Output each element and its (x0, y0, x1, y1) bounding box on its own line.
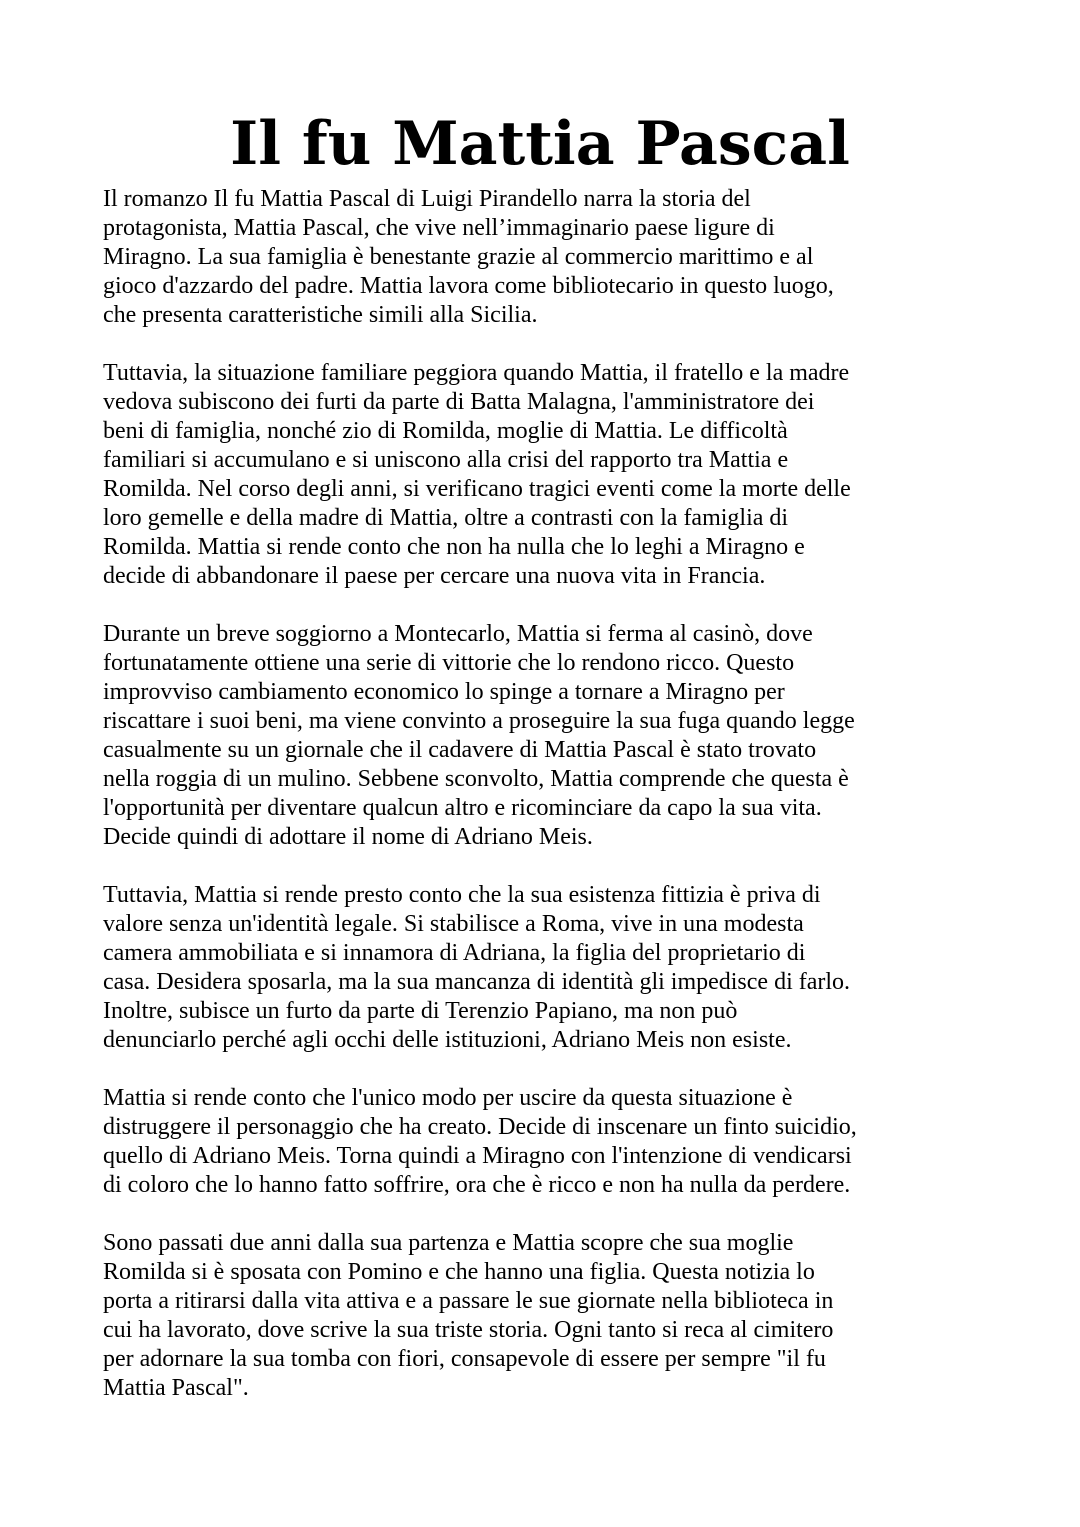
text-line: Inoltre, subisce un furto da parte di Terenzio Papiano, ma non può (103, 998, 738, 1024)
document-title: Il fu Mattia Pascal (230, 109, 850, 179)
text-line: fortunatamente ottiene una serie di vittorie che lo rendono ricco. Questo (103, 650, 795, 676)
text-line: porta a ritirarsi dalla vita attiva e a passare le sue giornate nella biblioteca in (103, 1288, 834, 1314)
text-line: distruggere il personaggio che ha creato. Decide di inscenare un finto suicidio, (103, 1114, 857, 1140)
text-line: di coloro che lo hanno fatto soffrire, ora che è ricco e non ha nulla da perdere. (103, 1172, 851, 1198)
paragraph-5 (103, 1084, 988, 1200)
text-line: protagonista, Mattia Pascal, che vive nell’immaginario paese ligure di (103, 215, 775, 241)
text-line: Il romanzo Il fu Mattia Pascal di Luigi Pirandello narra la storia del (103, 186, 751, 212)
text-line: casa. Desidera sposarla, ma la sua mancanza di identità gli impedisce di farlo. (103, 969, 851, 995)
text-line: Romilda si è sposata con Pomino e che hanno una figlia. Questa notizia lo (103, 1259, 815, 1285)
text-line: gioco d'azzardo del padre. Mattia lavora come bibliotecario in questo luogo, (103, 273, 834, 299)
text-line: Romilda. Nel corso degli anni, si verificano tragici eventi come la morte delle (103, 476, 851, 502)
text-line: decide di abbandonare il paese per cercare una nuova vita in Francia. (103, 563, 766, 589)
text-line: denunciarlo perché agli occhi delle istituzioni, Adriano Meis non esiste. (103, 1027, 792, 1053)
text-line: camera ammobiliata e si innamora di Adriana, la figlia del proprietario di (103, 940, 806, 966)
text-line: loro gemelle e della madre di Mattia, oltre a contrasti con la famiglia di (103, 505, 789, 531)
text-line: Romilda. Mattia si rende conto che non ha nulla che lo leghi a Miragno e (103, 534, 805, 560)
text-line: vedova subiscono dei furti da parte di Batta Malagna, l'amministratore dei (103, 389, 815, 415)
paragraph-4 (103, 881, 988, 1055)
text-line: per adornare la sua tomba con fiori, consapevole di essere per sempre "il fu (103, 1346, 826, 1372)
text-line: valore senza un'identità legale. Si stabilisce a Roma, vive in una modesta (103, 911, 804, 937)
text-line: Miragno. La sua famiglia è benestante grazie al commercio marittimo e al (103, 244, 814, 270)
text-line: casualmente su un giornale che il cadavere di Mattia Pascal è stato trovato (103, 737, 817, 763)
text-line: Tuttavia, la situazione familiare peggiora quando Mattia, il fratello e la madre (103, 360, 850, 386)
text-line: riscattare i suoi beni, ma viene convinto a proseguire la sua fuga quando legge (103, 708, 855, 734)
text-line: nella roggia di un mulino. Sebbene sconvolto, Mattia comprende che questa è (103, 766, 849, 792)
text-line: Mattia si rende conto che l'unico modo per uscire da questa situazione è (103, 1085, 793, 1111)
text-line: Tuttavia, Mattia si rende presto conto che la sua esistenza fittizia è priva di (103, 882, 821, 908)
paragraph-1 (103, 185, 988, 330)
text-line: beni di famiglia, nonché zio di Romilda, moglie di Mattia. Le difficoltà (103, 418, 788, 444)
text-line: Durante un breve soggiorno a Montecarlo, Mattia si ferma al casinò, dove (103, 621, 813, 647)
text-line: improvviso cambiamento economico lo spinge a tornare a Miragno per (103, 679, 785, 705)
text-line: Decide quindi di adottare il nome di Adriano Meis. (103, 824, 593, 850)
document-body (103, 185, 988, 1432)
paragraph-6 (103, 1229, 988, 1403)
text-line: familiari si accumulano e si uniscono alla crisi del rapporto tra Mattia e (103, 447, 789, 473)
text-line: l'opportunità per diventare qualcun altro e ricominciare da capo la sua vita. (103, 795, 822, 821)
paragraph-2 (103, 359, 988, 591)
text-line: cui ha lavorato, dove scrive la sua triste storia. Ogni tanto si reca al cimitero (103, 1317, 834, 1343)
text-line: che presenta caratteristiche simili alla Sicilia. (103, 302, 538, 328)
text-line: Sono passati due anni dalla sua partenza e Mattia scopre che sua moglie (103, 1230, 794, 1256)
paragraph-3 (103, 620, 988, 852)
text-line: Mattia Pascal". (103, 1375, 249, 1401)
text-line: quello di Adriano Meis. Torna quindi a Miragno con l'intenzione di vendicarsi (103, 1143, 852, 1169)
